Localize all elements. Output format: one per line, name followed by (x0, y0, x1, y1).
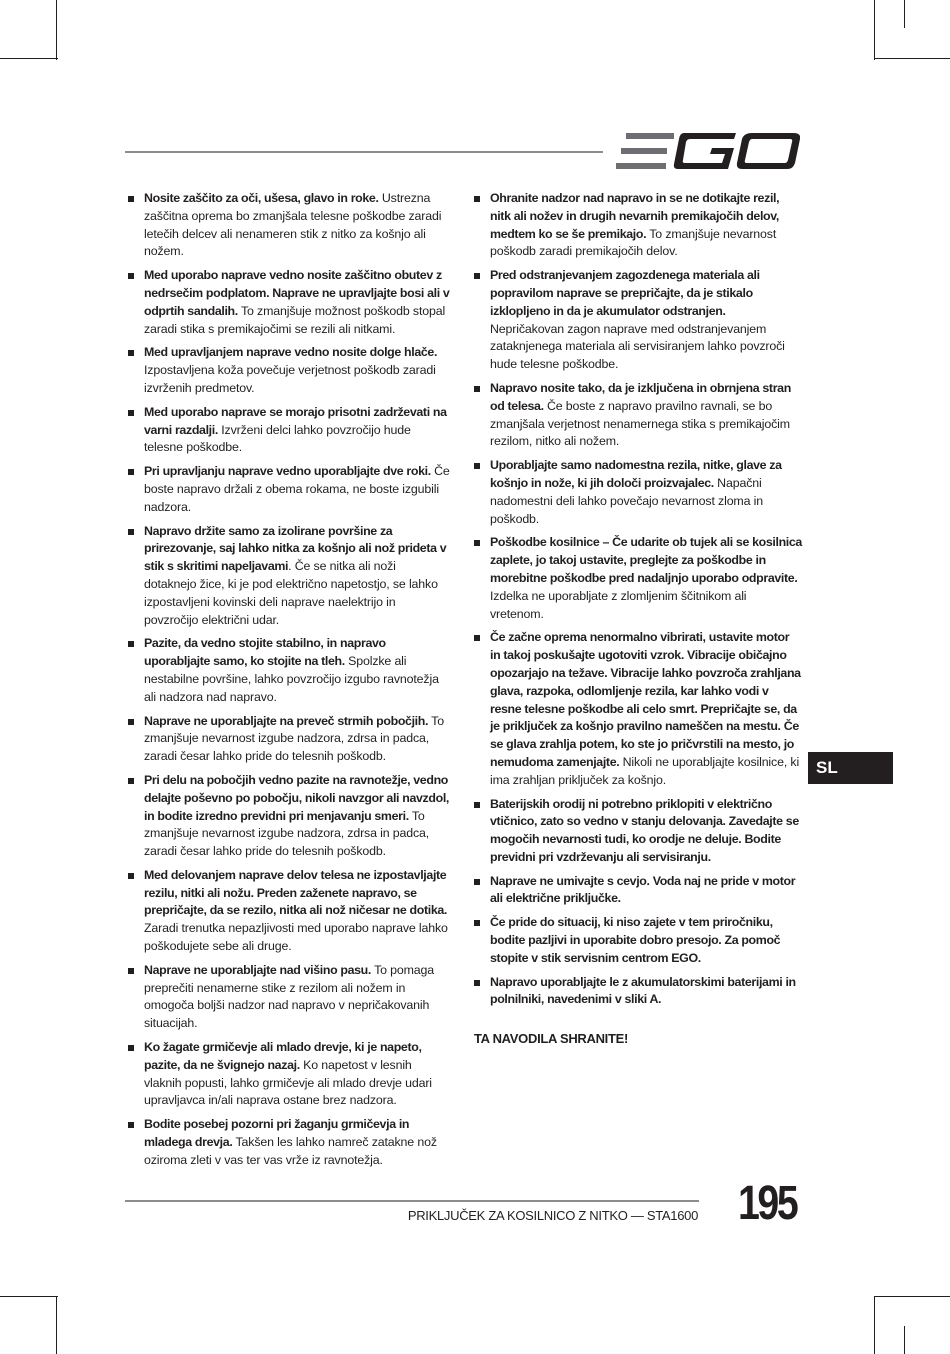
item-text: Nepričakovan zagon naprave med odstranjevanjem zataknjenega materiala ali servisiranjem lahko povzroči hude telesne poškodbe. (490, 321, 785, 372)
item-text: Ko napetost v lesnih vlaknih popusti, lahko grmičevje ali mlado drevje udari upravljavca in/ali naprava ostane brez nadzora. (144, 1057, 432, 1108)
list-item (128, 267, 450, 338)
item-text: Če boste z napravo pravilno ravnali, se bo zmanjšala verjetnost nenamernega stika s premikajočim rezilom, nitko ali nožem. (490, 398, 790, 449)
item-text: To zmanjšuje nevarnost izgube nadzora, zdrsa in padca, zaradi česar lahko pride do telesnih poškodb. (144, 713, 444, 764)
footer-rule (125, 1200, 699, 1202)
item-text: . Če se nitka ali noži dotaknejo žice, ki je pod električno napetostjo, se lahko izpostavljeni kovinski deli naprave naelektrijo in povzročijo električni udar. (144, 559, 438, 627)
item-bold: Napravo uporabljajte le z akumulatorskimi baterijami in polnilniki, navedenimi v sliki A. (490, 974, 796, 1007)
footer-title: PRIKLJUČEK ZA KOSILNICO Z NITKO — STA1600 (407, 1208, 698, 1223)
item-bold: Naprave ne umivajte s cevjo. Voda naj ne pride v motor ali električne priključke. (490, 873, 796, 906)
item-bold: Če pride do situacij, ki niso zajete v tem priročniku, bodite pazljivi in uporabite dobro presojo. Za pomoč stopite v stik servisnim centrom EGO. (490, 915, 781, 965)
list-item (128, 1116, 450, 1169)
list-item (474, 873, 802, 909)
ego-logo (616, 130, 800, 172)
item-bold: Ko žagate grmičevje ali mlado drevje, ki je napeto, pazite, da ne švignejo nazaj. (144, 1040, 422, 1072)
list-item (474, 914, 802, 967)
crop-mark (874, 1296, 950, 1297)
item-bold: Napravo nosite tako, da je izključena in obrnjena stran od telesa. (490, 380, 791, 413)
save-instructions-note: TA NAVODILA SHRANITE! (474, 1031, 629, 1047)
list-item (128, 772, 450, 861)
list-item (128, 523, 450, 630)
crop-mark (874, 58, 950, 59)
item-text: Nikoli ne uporabljajte kosilnice, ki ima zrahljan priključek za košnjo. (490, 754, 800, 787)
list-item (128, 190, 450, 261)
list-item (128, 404, 450, 457)
crop-mark (56, 0, 57, 60)
list-item (474, 796, 802, 867)
item-bold: Naprave ne uporabljajte na preveč strmih pobočjih. (144, 713, 429, 728)
list-item (128, 867, 450, 956)
item-text: Če boste napravo držali z obema rokama, ne boste izgubili nadzora. (144, 464, 450, 514)
item-text: Spolzke ali nestabilne površine, lahko povzročijo izgubo ravnotežja ali nadzora nad napravo. (144, 654, 439, 704)
list-item (128, 344, 450, 397)
crop-mark (874, 0, 875, 60)
item-bold: Baterijskih orodij ni potrebno priklopiti v električno vtičnico, zato so vedno v stanju delovanja. Zavedajte se mogočih nevarnosti tudi, ko orodje ne deluje. Bodite previdni pri vzdrževanju ali servisiranju. (490, 796, 799, 864)
crop-mark (0, 58, 58, 59)
item-bold: Pazite, da vedno stojite stabilno, in napravo uporabljajte samo, ko stojite na tleh. (144, 636, 386, 669)
item-bold: Med delovanjem naprave delov telesa ne izpostavljajte rezilu, nitki ali nožu. Preden zaženete napravo, se prepričajte, da se rezilo, nitka ali nož ničesar ne dotika. (144, 867, 447, 918)
list-item (474, 380, 802, 451)
list-item (128, 1039, 450, 1110)
item-bold: Med uporabo naprave vedno nosite zaščitno obutev z nedrsečim podplatom. Naprave ne upravljajte bosi ali v odprtih sandalih. (144, 268, 450, 318)
item-bold: Ohranite nadzor nad napravo in se ne dotikajte rezil, nitk ali nožev in drugih nevarnih premikajočih delov, medtem ko se še premikajo. (490, 191, 780, 241)
item-bold: Bodite posebej pozorni pri žaganju grmičevja in mladega drevja. (144, 1117, 410, 1150)
page-number: 195 (738, 1177, 797, 1230)
list-item (128, 635, 450, 706)
item-bold: Poškodbe kosilnice – Če udarite ob tujek ali se kosilnica zaplete, jo takoj ustavite, preglejte za poškodbe in morebitne poškodbe pred nadaljnjo uporabo odpravite. (490, 535, 802, 585)
item-text: To zmanjšuje nevarnost izgube nadzora, zdrsa in padca, zaradi česar lahko pride do telesnih poškodb. (144, 808, 430, 859)
item-text: Zaradi trenutka nepazljivosti med uporabo naprave lahko poškodujete sebe ali druge. (144, 921, 448, 954)
item-bold: Med upravljanjem naprave vedno nosite dolge hlače. (144, 345, 438, 360)
crop-mark (56, 1296, 57, 1354)
item-bold: Če začne oprema nenormalno vibrirati, ustavite motor in takoj poskušajte ugotoviti vzrok. Vibracije običajno opozarjajo na težave. Vibracije lahko povzroča zrahljana glava, razpoka, odlomljenje rezila, kar lahko vodi v resne telesne poškodbe ali celo smrt. Prepričajte se, da je priključek za košnjo pravilno nameščen na mestu. Če se glava zrahlja potem, ko ste jo pričvrstili na mesto, jo nemudoma zamenjajte. (490, 630, 801, 769)
right-column (474, 190, 802, 1046)
item-text: To pomaga preprečiti nenamerne stike z rezilom ali nožem in omogoča boljši nadzor nad napravo v nepričakovanih situacijah. (144, 962, 435, 1031)
item-bold: Med uporabo naprave se morajo prisotni zadrževati na varni razdalji. (144, 404, 447, 437)
item-text: Izpostavljena koža povečuje verjetnost poškodb zaradi izvrženih predmetov. (144, 363, 436, 395)
item-bold: Uporabljajte samo nadomestna rezila, nitke, glave za košnjo in nože, ki jih določi proizvajalec. (490, 458, 782, 490)
item-bold: Pred odstranjevanjem zagozdenega materiala ali popravilom naprave se prepričajte, da je stikalo izklopljeno in da je akumulator odstranjen. (490, 268, 760, 318)
list-item (474, 267, 802, 374)
left-column (128, 190, 450, 1176)
item-bold: Naprave ne uporabljajte nad višino pasu. (144, 962, 371, 977)
item-text: Napačni nadomestni deli lahko povečajo nevarnost zloma in poškodb. (490, 475, 763, 526)
item-text: Ustrezna zaščitna oprema bo zmanjšala telesne poškodbe zaradi letečih delcev ali nenameren stik z nitko za košnjo ali nožem. (144, 191, 442, 259)
crop-mark (904, 1326, 905, 1354)
crop-mark (0, 1296, 58, 1297)
list-item (474, 974, 802, 1010)
header-rule (125, 151, 603, 153)
item-text: Izvrženi delci lahko povzročijo hude telesne poškodbe. (144, 422, 411, 455)
list-item (128, 962, 450, 1033)
item-bold: Pri delu na pobočjih vedno pazite na ravnotežje, vedno delajte poševno po pobočju, nikoli navzgor ali navzdol, in bodite izredno previdni pri menjavanju smeri. (144, 772, 450, 823)
item-text: Izdelka ne uporabljate z zlomljenim ščitnikom ali vretenom. (490, 588, 747, 621)
list-item (474, 190, 802, 261)
item-text: To zmanjšuje možnost poškodb stopal zaradi stika s premikajočimi se rezili ali nitkami. (144, 303, 446, 336)
language-tab: SL (808, 752, 893, 784)
crop-mark (874, 1296, 875, 1354)
crop-mark (904, 0, 905, 28)
item-text: To zmanjšuje nevarnost poškodb zaradi premikajočih delov. (490, 226, 777, 259)
list-item (474, 534, 802, 623)
list-item (474, 629, 802, 789)
list-item (128, 463, 450, 516)
item-text: Takšen les lahko namreč zatakne nož oziroma zleti v vas ter vas vrže iz ravnotežja. (144, 1135, 437, 1167)
list-item (128, 713, 450, 766)
item-bold: Napravo držite samo za izolirane površine za prirezovanje, saj lahko nitka za košnjo ali nož prideta v stik s skritimi napeljavami (144, 523, 447, 574)
list-item (474, 457, 802, 528)
item-bold: Nosite zaščito za oči, ušesa, glavo in roke. (144, 191, 379, 205)
item-bold: Pri upravljanju naprave vedno uporabljajte dve roki. (144, 464, 431, 479)
